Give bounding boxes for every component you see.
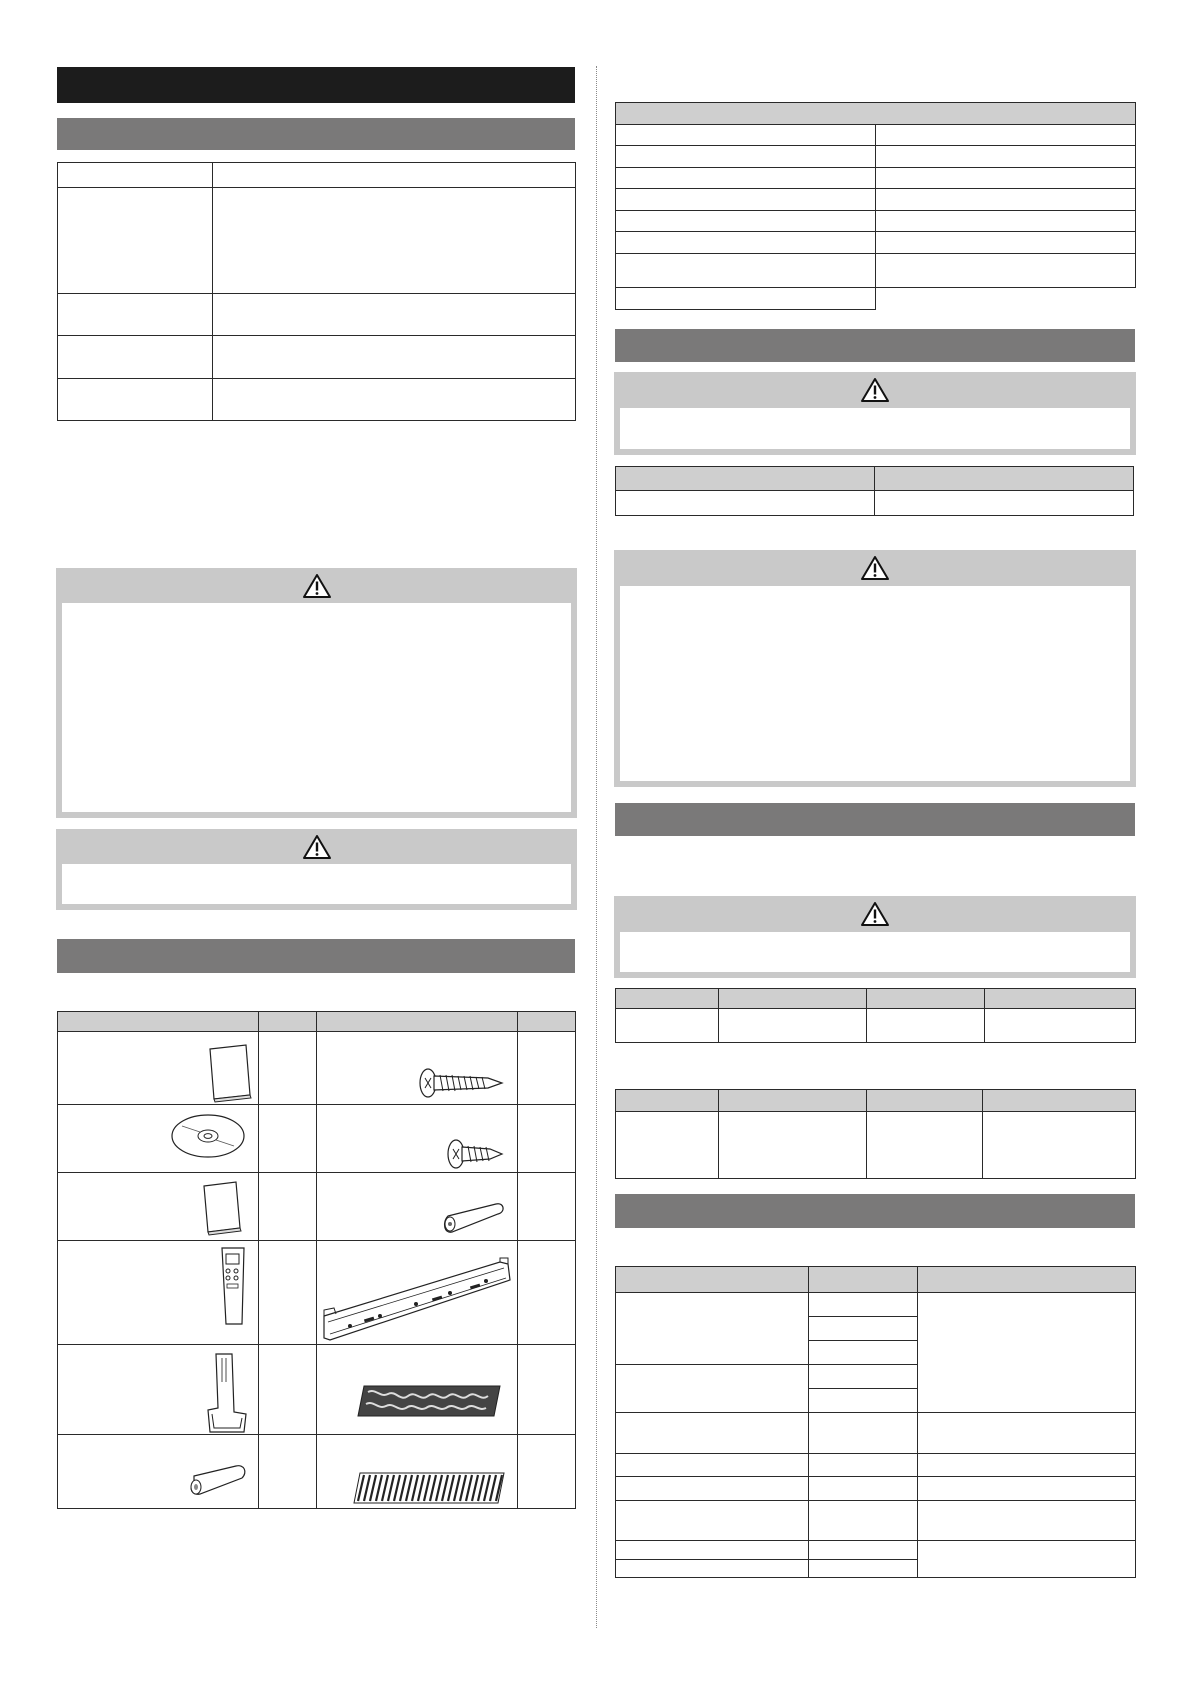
top-table-cell: [876, 146, 1136, 168]
accessories-header-cell: [317, 1012, 518, 1032]
bottom-table: [615, 1266, 1136, 1578]
table-a-cell: [616, 1009, 719, 1043]
warning-triangle-icon: [860, 377, 890, 403]
insulation-strip-icon: [352, 1471, 506, 1505]
table-b-header-cell: [719, 1090, 867, 1112]
bottom-table-cell: [616, 1541, 809, 1560]
top-table-cell: [616, 125, 876, 146]
section-bar-3: [615, 329, 1135, 362]
air-filter-icon: [356, 1384, 502, 1418]
spec-table-cell: [213, 379, 576, 421]
pipe-table: [615, 466, 1134, 516]
warning-triangle-icon: [302, 834, 332, 860]
warning-triangle-icon: [860, 555, 890, 581]
table-a-header-cell: [616, 989, 719, 1009]
accessory-qty-cell: [518, 1241, 576, 1345]
spec-table-cell: [213, 294, 576, 336]
bottom-table-header-cell: [616, 1267, 809, 1293]
top-table-cell: [876, 125, 1136, 146]
top-table-cell: [616, 146, 876, 168]
warning-box-1: [56, 568, 577, 818]
accessory-qty-cell: [259, 1173, 317, 1241]
pipe-table-cell: [875, 491, 1134, 516]
booklet-small-icon: [200, 1180, 246, 1236]
bottom-table-cell: [809, 1541, 918, 1560]
bottom-table-header-cell: [809, 1267, 918, 1293]
pipe-table-header-cell: [616, 467, 875, 491]
tapping-screw-long-icon: [418, 1066, 504, 1100]
table-b-cell: [867, 1112, 983, 1179]
top-table-cell: [616, 211, 876, 232]
top-table-cell: [616, 288, 876, 310]
bottom-table-cell: [918, 1454, 1136, 1477]
bottom-table-cell: [809, 1454, 918, 1477]
wall-mounting-plate-icon: [320, 1256, 512, 1346]
top-table-cell: [876, 168, 1136, 189]
table-b-cell: [983, 1112, 1136, 1179]
table-a-header-cell: [985, 989, 1136, 1009]
spec-table-cell: [58, 336, 213, 379]
table-b-header-cell: [983, 1090, 1136, 1112]
accessory-qty-cell: [518, 1105, 576, 1173]
spec-table-cell: [58, 379, 213, 421]
bottom-table-cell: [809, 1413, 918, 1454]
top-table-cell: [616, 189, 876, 211]
spec-table-cell: [58, 188, 213, 294]
accessory-qty-cell: [518, 1345, 576, 1435]
accessory-qty-cell: [518, 1435, 576, 1509]
bottom-table-cell: [918, 1477, 1136, 1501]
bottom-table-header-cell: [918, 1267, 1136, 1293]
bottom-table-cell: [918, 1293, 1136, 1413]
spec-table-cell: [58, 294, 213, 336]
table-a-cell: [985, 1009, 1136, 1043]
table-a-cell: [867, 1009, 985, 1043]
bottom-table-cell: [809, 1560, 918, 1578]
table-a-header-cell: [719, 989, 867, 1009]
spec-table-cell: [213, 188, 576, 294]
section-bar-5: [615, 1194, 1135, 1228]
bottom-table-cell: [809, 1293, 918, 1317]
battery-icon: [186, 1464, 250, 1498]
table-a: [615, 988, 1136, 1043]
bottom-table-cell: [809, 1341, 918, 1365]
warning-box-3: [614, 372, 1136, 455]
accessories-header-cell: [259, 1012, 317, 1032]
table-b-cell: [719, 1112, 867, 1179]
remote-control-icon: [218, 1246, 248, 1326]
section-bar-4: [615, 803, 1135, 836]
top-table: [615, 102, 1136, 310]
drill-bit-icon: [440, 1202, 506, 1236]
cd-rom-icon: [170, 1112, 246, 1160]
page-title-bar: [57, 67, 575, 103]
top-table-cell: [876, 254, 1136, 288]
bottom-table-cell: [616, 1560, 809, 1578]
bottom-table-cell: [616, 1365, 809, 1413]
tapping-screw-short-icon: [446, 1137, 504, 1171]
table-b-header-cell: [867, 1090, 983, 1112]
remote-holder-icon: [202, 1352, 250, 1434]
bottom-table-cell: [616, 1501, 809, 1541]
bottom-table-cell: [809, 1317, 918, 1341]
table-b: [615, 1089, 1136, 1179]
table-a-cell: [719, 1009, 867, 1043]
spec-table-cell: [213, 336, 576, 379]
accessory-qty-cell: [518, 1032, 576, 1105]
column-divider: [596, 66, 597, 1628]
top-table-cell: [876, 211, 1136, 232]
accessories-header-cell: [58, 1012, 259, 1032]
top-table-header: [616, 103, 1136, 125]
bottom-table-cell: [616, 1477, 809, 1501]
bottom-table-cell: [809, 1501, 918, 1541]
warning-triangle-icon: [860, 901, 890, 927]
pipe-table-cell: [616, 491, 875, 516]
spec-table: [57, 162, 576, 421]
accessory-qty-cell: [259, 1345, 317, 1435]
pipe-table-header-cell: [875, 467, 1134, 491]
accessory-qty-cell: [259, 1032, 317, 1105]
accessories-header-cell: [518, 1012, 576, 1032]
bottom-table-cell: [918, 1541, 1136, 1578]
warning-box-5: [614, 896, 1136, 978]
warning-box-2: [56, 829, 577, 910]
warning-triangle-icon: [302, 573, 332, 599]
table-b-cell: [616, 1112, 719, 1179]
bottom-table-cell: [616, 1293, 809, 1365]
accessory-qty-cell: [259, 1241, 317, 1345]
spec-table-cell: [213, 163, 576, 188]
bottom-table-cell: [616, 1413, 809, 1454]
bottom-table-cell: [918, 1501, 1136, 1541]
bottom-table-cell: [616, 1454, 809, 1477]
bottom-table-cell: [809, 1477, 918, 1501]
table-b-header-cell: [616, 1090, 719, 1112]
section-bar-1: [57, 118, 575, 150]
bottom-table-cell: [809, 1389, 918, 1413]
table-a-header-cell: [867, 989, 985, 1009]
top-table-cell: [876, 189, 1136, 211]
bottom-table-cell: [809, 1365, 918, 1389]
section-bar-2: [57, 939, 575, 973]
booklet-icon: [206, 1043, 256, 1103]
warning-box-4: [614, 550, 1136, 787]
accessory-qty-cell: [259, 1435, 317, 1509]
top-table-cell: [876, 232, 1136, 254]
accessory-qty-cell: [518, 1173, 576, 1241]
top-table-cell: [616, 232, 876, 254]
top-table-cell: [616, 254, 876, 288]
spec-table-cell: [58, 163, 213, 188]
top-table-cell: [616, 168, 876, 189]
accessory-qty-cell: [259, 1105, 317, 1173]
bottom-table-cell: [918, 1413, 1136, 1454]
